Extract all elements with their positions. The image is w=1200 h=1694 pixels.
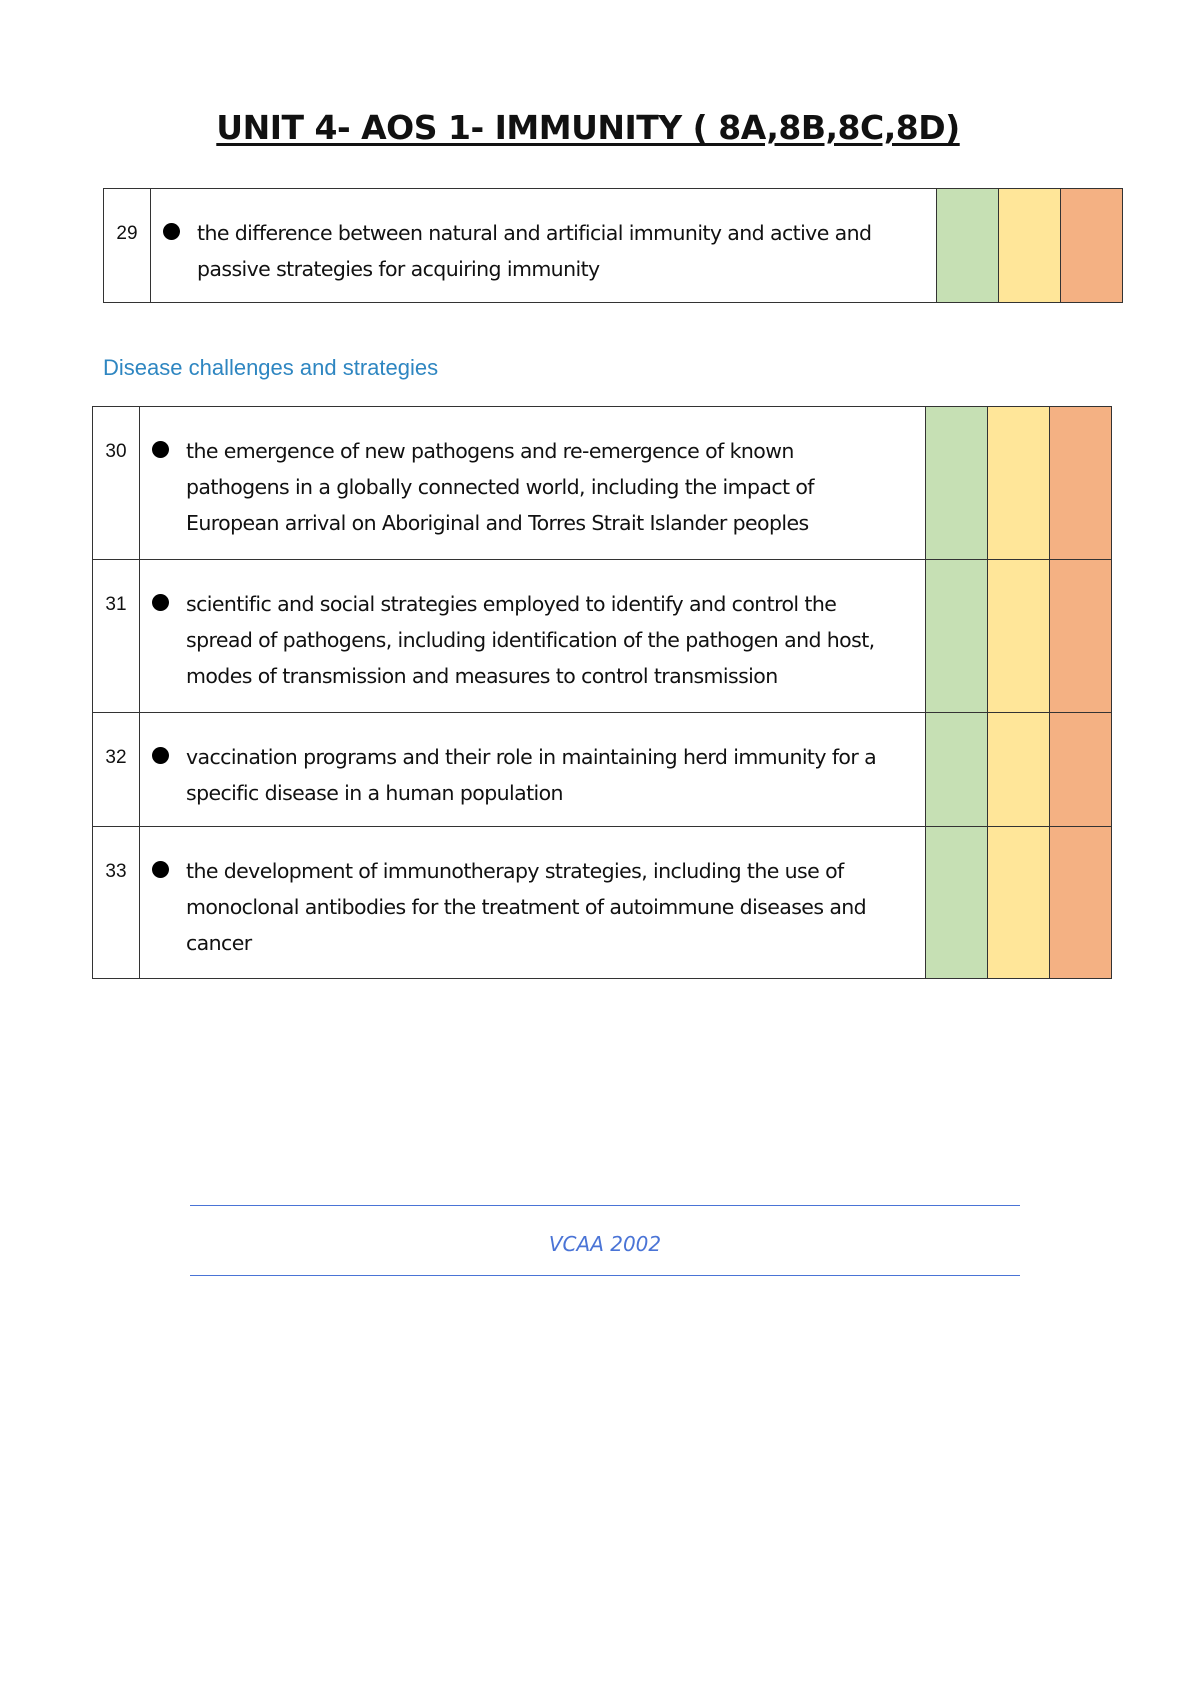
rating-green-box[interactable]	[926, 407, 988, 560]
rating-yellow-box[interactable]	[988, 407, 1050, 560]
rating-orange-box[interactable]	[1050, 713, 1112, 827]
table-row	[93, 407, 1112, 560]
rating-green-box[interactable]	[926, 560, 988, 713]
outcome-number: 31	[93, 560, 140, 713]
rating-yellow-box[interactable]	[988, 827, 1050, 979]
rating-orange-box[interactable]	[1050, 407, 1112, 560]
bullet-icon	[152, 747, 169, 764]
outcome-number: 30	[93, 407, 140, 560]
outcome-description-cell	[140, 827, 926, 979]
rating-green-box[interactable]	[926, 827, 988, 979]
bullet-icon	[152, 594, 169, 611]
outcome-description-cell	[140, 407, 926, 560]
table-row	[93, 560, 1112, 713]
page-title: UNIT 4- AOS 1- IMMUNITY ( 8A,8B,8C,8D)	[216, 108, 960, 147]
outcome-table-1	[103, 188, 1123, 303]
rating-orange-box[interactable]	[1050, 827, 1112, 979]
rating-yellow-box[interactable]	[999, 189, 1061, 303]
outcome-number: 32	[93, 713, 140, 827]
outcome-number: 29	[104, 189, 151, 303]
footer-bottom-rule	[190, 1275, 1020, 1276]
outcome-description-cell	[140, 560, 926, 713]
outcome-text: the emergence of new pathogens and re-emergence of known pathogens in a globally connected world, including the impact of European arrival on Aboriginal and Torres Strait Islander peoples	[186, 439, 814, 535]
rating-yellow-box[interactable]	[988, 560, 1050, 713]
rating-yellow-box[interactable]	[988, 713, 1050, 827]
outcome-number: 33	[93, 827, 140, 979]
outcome-text: vaccination programs and their role in maintaining herd immunity for a specific disease in a human population	[186, 745, 877, 805]
table-row	[104, 189, 1123, 303]
rating-orange-box[interactable]	[1050, 560, 1112, 713]
section-heading: Disease challenges and strategies	[103, 355, 439, 380]
outcome-text: the difference between natural and artificial immunity and active and passive strategies for acquiring immunity	[197, 221, 872, 281]
footer-top-rule	[190, 1205, 1020, 1206]
outcome-description-cell	[151, 189, 937, 303]
rating-orange-box[interactable]	[1061, 189, 1123, 303]
outcome-text: the development of immunotherapy strategies, including the use of monoclonal antibodies for the treatment of autoimmune diseases and cancer	[186, 859, 867, 955]
bullet-icon	[152, 441, 169, 458]
outcome-description-cell	[140, 713, 926, 827]
rating-green-box[interactable]	[937, 189, 999, 303]
table-row	[93, 827, 1112, 979]
bullet-icon	[152, 861, 169, 878]
bullet-icon	[163, 223, 180, 240]
outcome-text: scientific and social strategies employed to identify and control the spread of pathogens, including identification of the pathogen and host, modes of transmission and measures to control transmission	[186, 592, 875, 688]
outcome-table-2	[92, 406, 1112, 979]
footer-text: VCAA 2002	[548, 1232, 662, 1256]
table-row	[93, 713, 1112, 827]
rating-green-box[interactable]	[926, 713, 988, 827]
